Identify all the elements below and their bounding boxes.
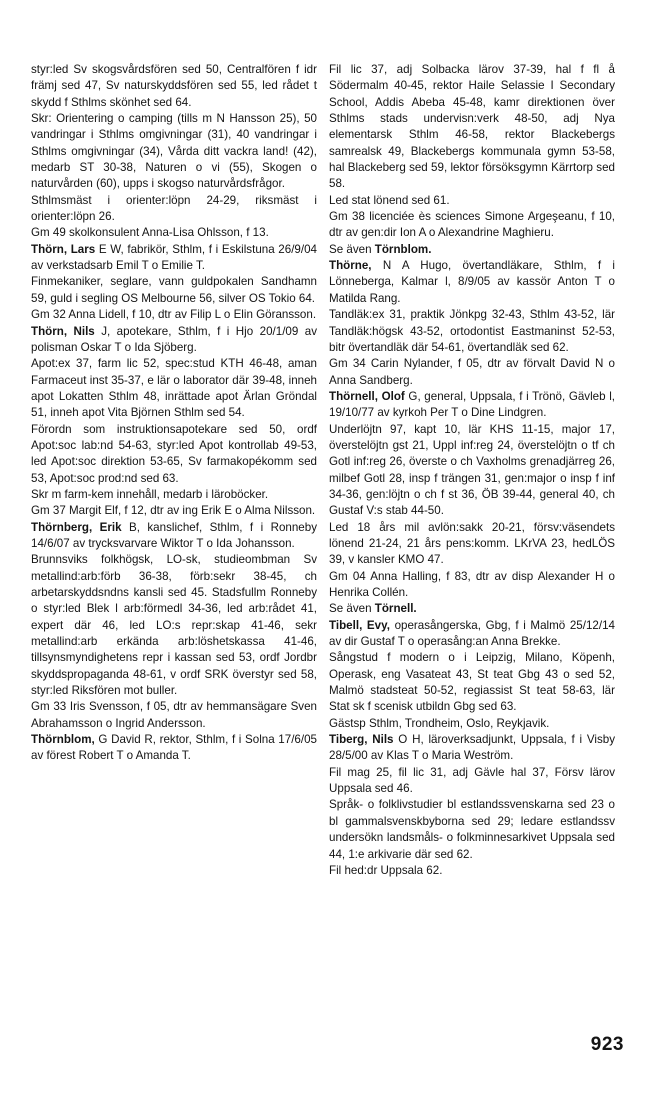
entry-text: Skr: Orientering o camping (tills m N Hansson 25), 50 vandringar i Sthlms omgivningar (31), 40 vandringar i Sthlms omgivningar (34), Vårda ditt vackra land! (42), medarb ST 30-38, Naturen o vi (55), Skogen o naturvården (60), upps i skogso naturvårdsfrågor. bbox=[31, 112, 317, 191]
entry-name: Tibell, Evy, bbox=[329, 618, 390, 632]
entry-paragraph bbox=[31, 356, 317, 421]
entry-text: Gm 04 Anna Halling, f 83, dtr av disp Alexander H o Henrika Collén. bbox=[329, 569, 615, 599]
entry-text: styr:led Sv skogsvårdsfören sed 50, Centralfören f idr främj sed 47, Sv naturskyddsfören sed 55, led rådet t skydd f Sthlms skönhet sed 64. bbox=[31, 63, 317, 109]
entry-text: Gm 37 Margit Elf, f 12, dtr av ing Erik E o Alma Nilsson. bbox=[31, 504, 316, 518]
entry-paragraph bbox=[31, 422, 317, 487]
entry-text: G David R, rektor, Sthlm, f i Solna 17/6/05 av förest Robert T o Amanda T. bbox=[31, 733, 317, 763]
entry-paragraph bbox=[31, 307, 317, 323]
entry-paragraph bbox=[329, 765, 615, 798]
entry-text: Fil lic 37, adj Solbacka lärov 37-39, hal f fl å Södermalm 40-45, rektor Haile Selassie I Secondary School, Addis Abeba 45-48, kamr direktionen över Sthlms stads undervisn:verk 48-50, adj Nya elementarsk Sthlm 46-58, rektor Blackebergs samrealsk 49, Blackebergs kommunala gymn 53-58, hal Blackeberg sed 59, lektor försöksgymn Kärrtorp sed 58. bbox=[329, 63, 615, 191]
biography-entry bbox=[329, 732, 615, 765]
entry-name: Thörn, Lars bbox=[31, 242, 96, 256]
entry-text: G, general, Uppsala, f i Trönö, Gävleb l, 19/10/77 av kyrkoh Per T o Dine Lindgren. bbox=[329, 389, 616, 420]
entry-name: Thörn, Nils bbox=[31, 324, 95, 338]
entry-text: Gästsp Sthlm, Trondheim, Oslo, Reykjavik. bbox=[329, 716, 550, 730]
biography-entry bbox=[329, 389, 615, 422]
entry-name: Tiberg, Nils bbox=[329, 733, 394, 747]
entry-text: Apot:ex 37, farm lic 52, spec:stud KTH 46-48, aman Farmaceut inst 35-37, e lär o laborator där 39-48, inneh apot Lokatten Sthlm 48, inrättade apot Ärlan Gröndal 51, inneh apot Vita Björnen Sthlm sed 54. bbox=[31, 357, 317, 420]
entry-paragraph bbox=[329, 569, 615, 602]
entry-paragraph bbox=[31, 111, 317, 193]
entry-text: Språk- o folklivstudier bl estlandssvenskarna sed 23 o bl gammalsvenskbyborna sed 29; ledare estlandssv undersökn landsmåls- o folkminnesarkivet Uppsala sed 44, 1:e arkivarie där sed 62. bbox=[329, 798, 615, 861]
entry-text: Se även bbox=[329, 242, 375, 256]
entry-text: Skr m farm-kem innehåll, medarb i läroböcker. bbox=[31, 487, 269, 501]
entry-text: operasångerska, Gbg, f i Malmö 25/12/14 av dir Gustaf T o operasång:an Anna Brekke. bbox=[329, 618, 615, 649]
entry-paragraph bbox=[329, 356, 615, 389]
right-column bbox=[329, 62, 615, 879]
entry-paragraph bbox=[31, 225, 317, 241]
entry-paragraph bbox=[329, 650, 615, 715]
entry-paragraph bbox=[31, 487, 317, 503]
entry-text: B, kanslichef, Sthlm, f i Ronneby 14/6/07 av trycksvarvare Wiktor T o Ida Johansson. bbox=[31, 520, 317, 550]
entry-text: Gm 33 Iris Svensson, f 05, dtr av hemmansägare Sven Abrahamsson o Ingrid Andersson. bbox=[31, 700, 317, 730]
entry-paragraph bbox=[329, 193, 615, 209]
entry-text: Sthlmsmäst i orienter:löpn 24-29, riksmäst i orienter:löpn 26. bbox=[31, 193, 317, 224]
left-column bbox=[31, 62, 317, 765]
entry-text: Se även bbox=[329, 602, 375, 616]
entry-text: Förordn som instruktionsapotekare sed 50, ordf Apot:soc lab:nd 54-63, styr:led Apot kontrollab 49-53, led Apot:soc direktion 53-65, Sv farmakopékomm sed 53, Apot:soc prod:nd sed 63. bbox=[31, 422, 317, 485]
entry-text: Sångstud f modern o i Leipzig, Milano, Köpenh, Operask, eng Vasateat 43, St teat Gbg 43 o sed 52, Malmö stadsteat 50-52, regiassist St teat 58-63, lär Stat sk f scenisk utbildn Gbg sed 63. bbox=[329, 651, 615, 714]
biography-entry bbox=[31, 242, 317, 275]
entry-paragraph bbox=[329, 62, 615, 193]
entry-name: Thörnell, Olof bbox=[329, 389, 405, 403]
entry-text: J, apotekare, Sthlm, f i Hjo 20/1/09 av polisman Oskar T o Ida Sjöberg. bbox=[31, 324, 317, 354]
entry-text: Gm 38 licenciée ès sciences Simone Argeşeanu, f 10, dtr av gen:dir Ion A o Alexandrine Maghieru. bbox=[329, 210, 615, 240]
entry-paragraph bbox=[329, 520, 615, 569]
entry-paragraph bbox=[329, 716, 615, 732]
entry-text: Gm 32 Anna Lidell, f 10, dtr av Filip L o Elin Göransson. bbox=[31, 308, 317, 322]
biography-entry bbox=[31, 324, 317, 357]
entry-text: E W, fabrikör, Sthlm, f i Eskilstuna 26/9/04 av verkstadsarb Emil T o Emilie T. bbox=[31, 242, 317, 273]
page-number: 923 bbox=[590, 1034, 624, 1055]
entry-name: Thörnberg, Erik bbox=[31, 520, 122, 534]
cross-reference: Törnell. bbox=[374, 602, 417, 616]
entry-text: Tandläk:ex 31, praktik Jönkpg 32-43, Sthlm 43-52, lär Tandläk:högsk 43-52, ortodontist Eastmaninst 52-53, bitr övertandläk där 54-61, övertandläk sed 62. bbox=[329, 308, 615, 354]
entry-text: Gm 34 Carin Nylander, f 05, dtr av förvalt David N o Anna Sandberg. bbox=[329, 357, 615, 387]
cross-reference: Törnblom. bbox=[374, 242, 432, 256]
entry-paragraph bbox=[329, 797, 615, 862]
entry-paragraph bbox=[31, 62, 317, 111]
biography-entry bbox=[31, 520, 317, 553]
entry-text: N A Hugo, övertandläkare, Sthlm, f i Lönneberga, Kalmar l, 8/9/05 av kassör Anton T o Matilda Rang. bbox=[329, 259, 615, 305]
entry-text: Fil mag 25, fil lic 31, adj Gävle hal 37, Försv lärov Uppsala sed 46. bbox=[329, 765, 615, 796]
biography-entry bbox=[329, 618, 615, 651]
entry-paragraph bbox=[329, 242, 615, 258]
entry-text: Brunnsviks folkhögsk, LO-sk, studieombman Sv metallind:arb:förb 36-38, förb:sekr 38-45, ch arbetarskyddsndns kansli sed 45. Stadsfullm Ronneby o styr:led Blek l arb:förmedl 34-36, led arb:rådet 41, expert där 46, led LO:s repr:skap 41-46, sekr metallind:arb erkända arb:löshetskassa 41-46, tillsynsmyndighetens repr i kassan sed 53, ordf Jordbr skyddspropaganda 48-61, v ordf SRK överstyr sed 58, styr:led Riksfören mot buller. bbox=[31, 553, 317, 698]
entry-text: O H, läroverksadjunkt, Uppsala, f i Visby 28/5/00 av Klas T o Maria Weström. bbox=[329, 733, 615, 763]
entry-paragraph bbox=[31, 699, 317, 732]
entry-paragraph bbox=[31, 274, 317, 307]
entry-text: Underlöjtn 97, kapt 10, lär KHS 11-15, major 17, överstelöjtn gst 21, Uppl inf:reg 24, överstelöjtn o tf ch Gotl inf:reg 26, överste o ch Vaxholms grenadjärreg 26, milbef Gotl 28, insp f trängen 31, gen:major o insp f inf 34-36, gen:löjtn o ch f st 36, ÖB 39-44, general 40, ch Gustaf V:s stab 44-50. bbox=[329, 422, 615, 518]
biography-entry bbox=[329, 258, 615, 307]
entry-text: Fil hed:dr Uppsala 62. bbox=[329, 863, 443, 877]
entry-paragraph bbox=[329, 209, 615, 242]
entry-paragraph bbox=[31, 503, 317, 519]
entry-paragraph bbox=[329, 601, 615, 617]
entry-text: Finmekaniker, seglare, vann guldpokalen Sandhamn 59, guld i segling OS Melbourne 56, silver OS Tokio 64. bbox=[31, 275, 317, 305]
entry-paragraph bbox=[31, 193, 317, 226]
entry-paragraph bbox=[329, 863, 615, 879]
entry-paragraph bbox=[329, 307, 615, 356]
biography-entry bbox=[31, 732, 317, 765]
entry-text: Led stat lönend sed 61. bbox=[329, 193, 450, 207]
entry-name: Thörnblom, bbox=[31, 733, 95, 747]
entry-text: Gm 49 skolkonsulent Anna-Lisa Ohlsson, f 13. bbox=[31, 226, 269, 240]
entry-paragraph bbox=[329, 422, 615, 520]
entry-name: Thörne, bbox=[329, 259, 372, 273]
entry-text: Led 18 års mil avlön:sakk 20-21, försv:väsendets lönend 21-24, 21 års pens:komm. LKrVA 23, hedLÖS 39, v kansler KMO 47. bbox=[329, 520, 615, 567]
entry-paragraph bbox=[31, 552, 317, 699]
